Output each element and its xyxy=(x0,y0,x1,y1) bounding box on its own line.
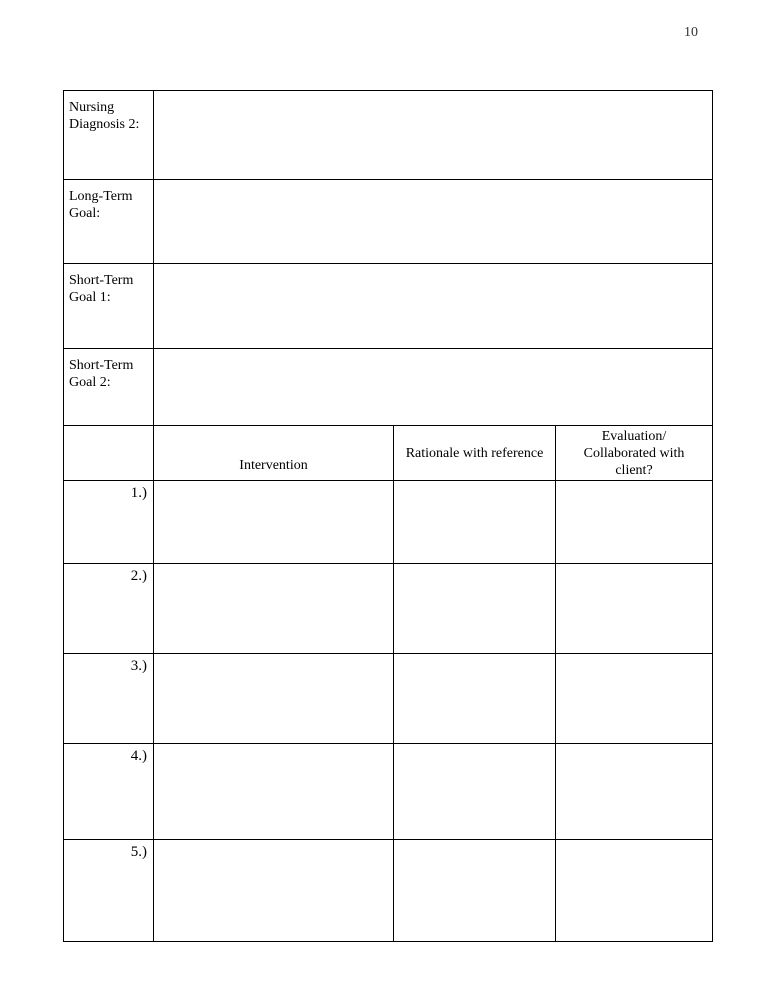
rationale-header: Rationale with reference xyxy=(394,426,556,481)
rationale-cell[interactable] xyxy=(394,654,556,744)
intervention-cell[interactable] xyxy=(154,481,394,564)
evaluation-header: Evaluation/ Collaborated with client? xyxy=(556,426,713,481)
nursing-diagnosis-row xyxy=(64,91,713,180)
intervention-row xyxy=(64,481,713,564)
long-term-goal-label: Long-Term Goal: xyxy=(64,180,154,264)
rationale-cell[interactable] xyxy=(394,744,556,840)
rationale-cell[interactable] xyxy=(394,840,556,942)
long-term-goal-field[interactable] xyxy=(154,180,713,264)
evaluation-cell[interactable] xyxy=(556,564,713,654)
intervention-row xyxy=(64,654,713,744)
intervention-cell[interactable] xyxy=(154,564,394,654)
row-number: 1.) xyxy=(64,481,154,564)
interventions-header-row xyxy=(64,426,713,481)
page-number: 10 xyxy=(684,25,698,40)
short-term-goal-2-label: Short-Term Goal 2: xyxy=(64,349,154,426)
nursing-diagnosis-label: Nursing Diagnosis 2: xyxy=(64,91,154,180)
short-term-goal-1-row xyxy=(64,264,713,349)
care-plan-table xyxy=(63,90,713,942)
header-blank-cell xyxy=(64,426,154,481)
evaluation-cell[interactable] xyxy=(556,481,713,564)
short-term-goal-1-label: Short-Term Goal 1: xyxy=(64,264,154,349)
evaluation-cell[interactable] xyxy=(556,840,713,942)
short-term-goal-2-row xyxy=(64,349,713,426)
intervention-row xyxy=(64,840,713,942)
long-term-goal-row xyxy=(64,180,713,264)
evaluation-cell[interactable] xyxy=(556,654,713,744)
intervention-row xyxy=(64,564,713,654)
intervention-cell[interactable] xyxy=(154,744,394,840)
row-number: 5.) xyxy=(64,840,154,942)
intervention-cell[interactable] xyxy=(154,840,394,942)
rationale-cell[interactable] xyxy=(394,481,556,564)
intervention-header: Intervention xyxy=(154,426,394,481)
short-term-goal-1-field[interactable] xyxy=(154,264,713,349)
row-number: 4.) xyxy=(64,744,154,840)
intervention-cell[interactable] xyxy=(154,654,394,744)
intervention-row xyxy=(64,744,713,840)
rationale-cell[interactable] xyxy=(394,564,556,654)
row-number: 2.) xyxy=(64,564,154,654)
short-term-goal-2-field[interactable] xyxy=(154,349,713,426)
row-number: 3.) xyxy=(64,654,154,744)
evaluation-cell[interactable] xyxy=(556,744,713,840)
nursing-diagnosis-field[interactable] xyxy=(154,91,713,180)
